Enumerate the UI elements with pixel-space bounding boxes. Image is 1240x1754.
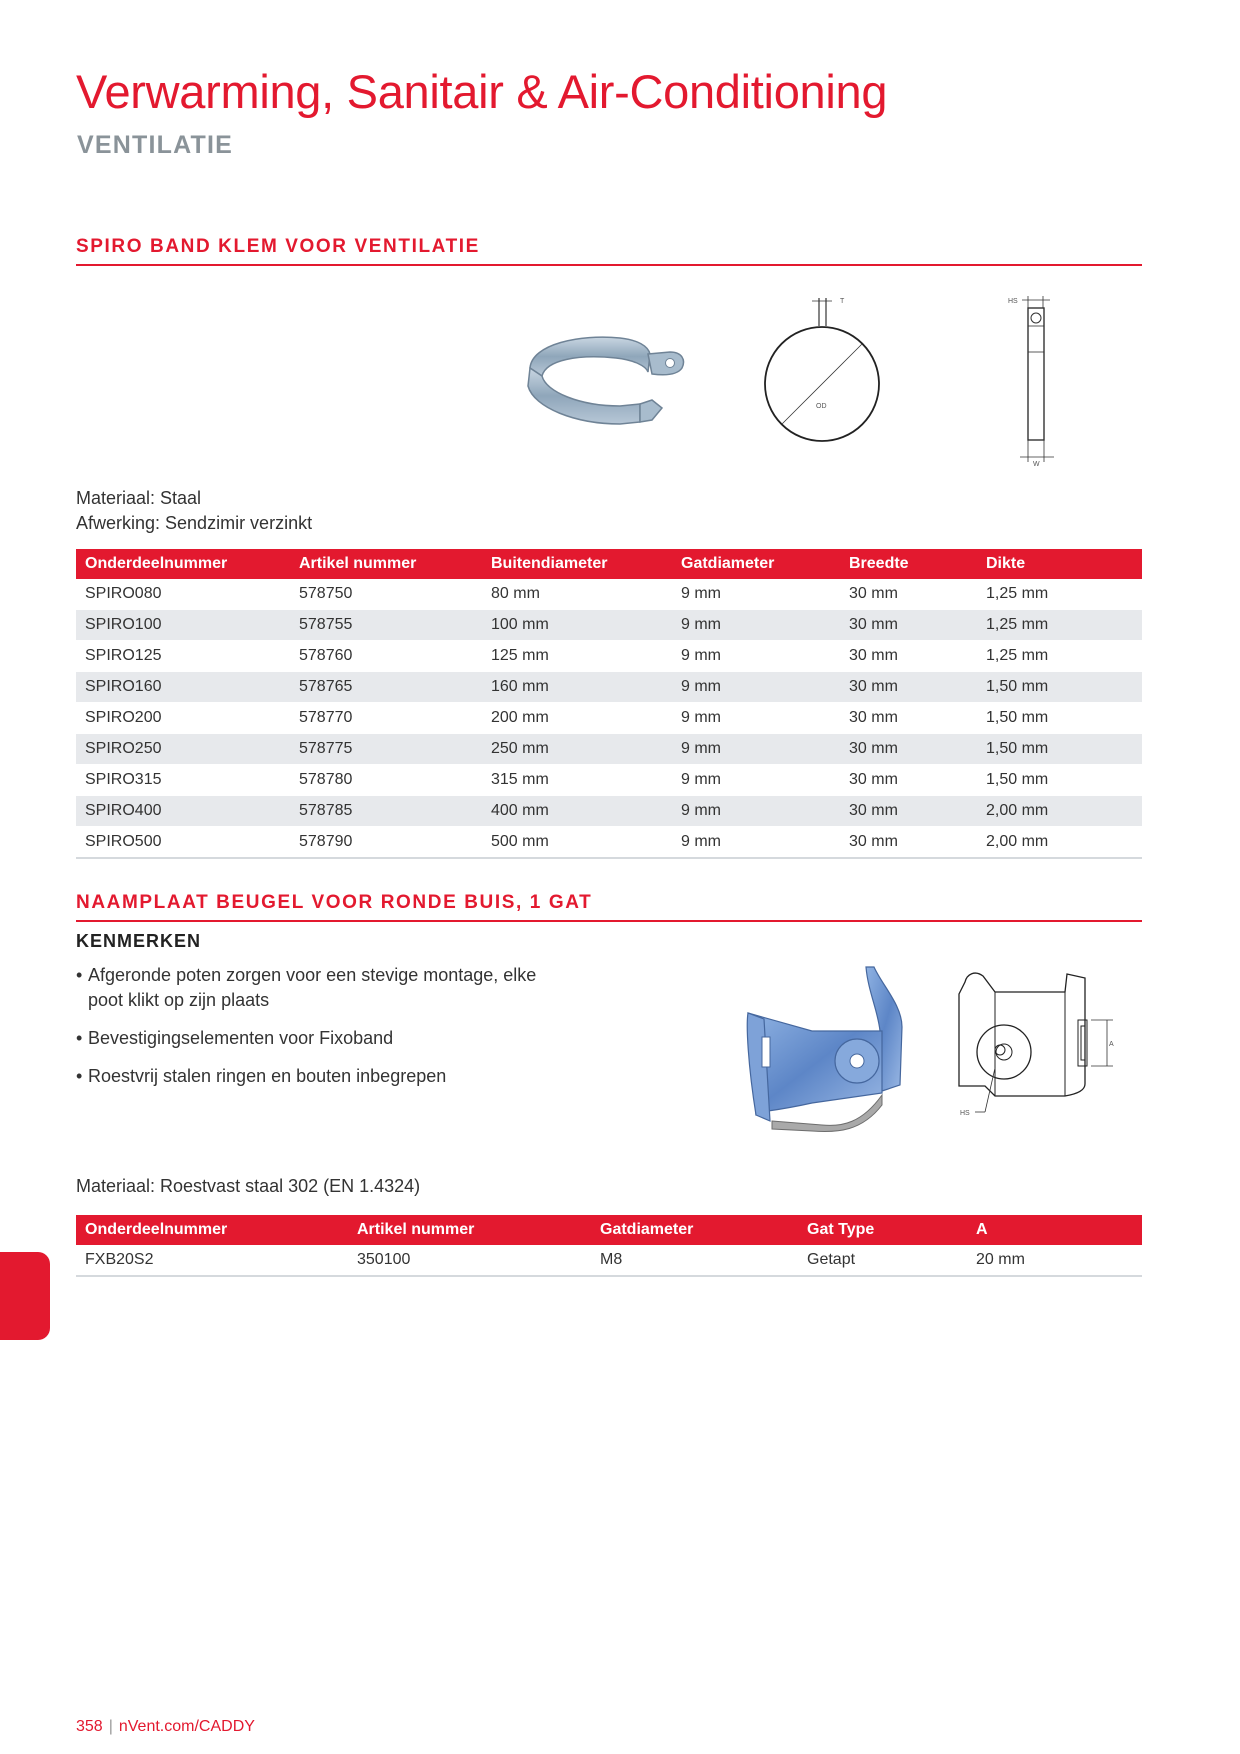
table-cell: SPIRO200 xyxy=(76,703,290,734)
list-item: • Afgeronde poten zorgen voor een stevige montage, elke poot klikt op zijn plaats xyxy=(76,963,548,1013)
table-row xyxy=(76,827,1142,859)
w-label: W xyxy=(1033,461,1040,468)
table-cell: 30 mm xyxy=(840,827,977,859)
a-label: A xyxy=(1109,1041,1114,1048)
table-cell: 9 mm xyxy=(672,579,840,610)
table-cell: 9 mm xyxy=(672,610,840,641)
table-cell: 500 mm xyxy=(482,827,672,859)
column-header: Gatdiameter xyxy=(672,549,840,579)
naamplaat-bracket-diagram xyxy=(945,960,1125,1120)
t-label: T xyxy=(840,298,845,305)
table-cell: 9 mm xyxy=(672,641,840,672)
table-row xyxy=(76,610,1142,641)
table-row xyxy=(76,1245,1142,1276)
footer xyxy=(76,1718,255,1736)
table-cell: 1,25 mm xyxy=(977,610,1142,641)
table-cell: 250 mm xyxy=(482,734,672,765)
column-header: Breedte xyxy=(840,549,977,579)
column-header: Gat Type xyxy=(798,1215,967,1245)
table-cell: 30 mm xyxy=(840,672,977,703)
features-list xyxy=(76,963,548,1102)
table-row xyxy=(76,734,1142,765)
table-cell: 2,00 mm xyxy=(977,827,1142,859)
table-cell: 1,50 mm xyxy=(977,734,1142,765)
table-cell: SPIRO160 xyxy=(76,672,290,703)
page-number: 358 xyxy=(76,1718,103,1735)
table-cell: 578760 xyxy=(290,641,482,672)
page-title: Verwarming, Sanitair & Air-Conditioning xyxy=(76,65,888,118)
section-heading-spiro: SPIRO BAND KLEM VOOR VENTILATIE xyxy=(76,236,1142,266)
naamplaat-bracket-photo xyxy=(742,965,907,1133)
table-cell: 9 mm xyxy=(672,734,840,765)
table-cell: 80 mm xyxy=(482,579,672,610)
table-cell: 1,50 mm xyxy=(977,672,1142,703)
table-row xyxy=(76,641,1142,672)
table-cell: 315 mm xyxy=(482,765,672,796)
table-cell: 9 mm xyxy=(672,703,840,734)
table-cell: 578770 xyxy=(290,703,482,734)
table-cell: 9 mm xyxy=(672,672,840,703)
spiro-spec-table xyxy=(76,549,1142,859)
table-cell: 160 mm xyxy=(482,672,672,703)
table-header-row xyxy=(76,1215,1142,1245)
table-cell: 20 mm xyxy=(967,1245,1142,1276)
table-cell: 30 mm xyxy=(840,734,977,765)
features-heading: KENMERKEN xyxy=(76,931,202,951)
table-cell: 578780 xyxy=(290,765,482,796)
table-cell: M8 xyxy=(591,1245,798,1276)
table-cell: FXB20S2 xyxy=(76,1245,348,1276)
table-cell: 578765 xyxy=(290,672,482,703)
list-item: • Roestvrij stalen ringen en bouten inbegrepen xyxy=(76,1064,548,1089)
table-cell: 1,50 mm xyxy=(977,765,1142,796)
table-cell: SPIRO315 xyxy=(76,765,290,796)
spiro-clamp-photo xyxy=(520,330,690,435)
table-cell: 30 mm xyxy=(840,579,977,610)
table-cell: 578755 xyxy=(290,610,482,641)
table-cell: SPIRO080 xyxy=(76,579,290,610)
page-subtitle: VENTILATIE xyxy=(77,131,233,159)
table-cell: 578785 xyxy=(290,796,482,827)
table-cell: 9 mm xyxy=(672,827,840,859)
column-header: A xyxy=(967,1215,1142,1245)
table-row xyxy=(76,765,1142,796)
table-row xyxy=(76,703,1142,734)
column-header: Artikel nummer xyxy=(348,1215,591,1245)
table-header-row xyxy=(76,549,1142,579)
column-header: Onderdeelnummer xyxy=(76,549,290,579)
column-header: Dikte xyxy=(977,549,1142,579)
table-cell: 200 mm xyxy=(482,703,672,734)
footer-separator: | xyxy=(108,1718,113,1735)
list-item: • Bevestigingselementen voor Fixoband xyxy=(76,1026,548,1051)
table-cell: 400 mm xyxy=(482,796,672,827)
table-cell: 30 mm xyxy=(840,641,977,672)
column-header: Buitendiameter xyxy=(482,549,672,579)
table-cell: 1,50 mm xyxy=(977,703,1142,734)
table-cell: 100 mm xyxy=(482,610,672,641)
table-cell: 578750 xyxy=(290,579,482,610)
table-cell: Getapt xyxy=(798,1245,967,1276)
table-cell: 9 mm xyxy=(672,796,840,827)
od-label: OD xyxy=(816,403,827,410)
chapter-side-tab xyxy=(0,1252,50,1340)
table-cell: 9 mm xyxy=(672,765,840,796)
table-cell: 350100 xyxy=(348,1245,591,1276)
table-cell: SPIRO125 xyxy=(76,641,290,672)
spiro-clamp-side-diagram xyxy=(1000,290,1070,470)
table-cell: SPIRO250 xyxy=(76,734,290,765)
table-cell: 125 mm xyxy=(482,641,672,672)
material-text-2: Materiaal: Roestvast staal 302 (EN 1.4324) xyxy=(76,1176,421,1196)
table-cell: 1,25 mm xyxy=(977,641,1142,672)
table-cell: 578790 xyxy=(290,827,482,859)
table-row xyxy=(76,796,1142,827)
table-cell: SPIRO400 xyxy=(76,796,290,827)
table-cell: 2,00 mm xyxy=(977,796,1142,827)
hs-label: HS xyxy=(1008,298,1018,305)
table-cell: 1,25 mm xyxy=(977,579,1142,610)
material-text: Materiaal: Staal xyxy=(76,488,202,508)
table-cell: 30 mm xyxy=(840,765,977,796)
table-cell: 578775 xyxy=(290,734,482,765)
hs-label-2: HS xyxy=(960,1110,970,1117)
table-cell: 30 mm xyxy=(840,610,977,641)
column-header: Gatdiameter xyxy=(591,1215,798,1245)
table-cell: SPIRO500 xyxy=(76,827,290,859)
table-row xyxy=(76,672,1142,703)
spiro-clamp-od-diagram xyxy=(760,290,880,455)
table-cell: 30 mm xyxy=(840,703,977,734)
finish-text: Afwerking: Sendzimir verzinkt xyxy=(76,513,313,533)
naamplaat-spec-table xyxy=(76,1215,1142,1277)
table-row xyxy=(76,579,1142,610)
table-cell: 30 mm xyxy=(840,796,977,827)
column-header: Onderdeelnummer xyxy=(76,1215,348,1245)
footer-url[interactable]: nVent.com/CADDY xyxy=(118,1718,255,1735)
section-heading-naamplaat: NAAMPLAAT BEUGEL VOOR RONDE BUIS, 1 GAT xyxy=(76,892,1142,922)
column-header: Artikel nummer xyxy=(290,549,482,579)
table-cell: SPIRO100 xyxy=(76,610,290,641)
